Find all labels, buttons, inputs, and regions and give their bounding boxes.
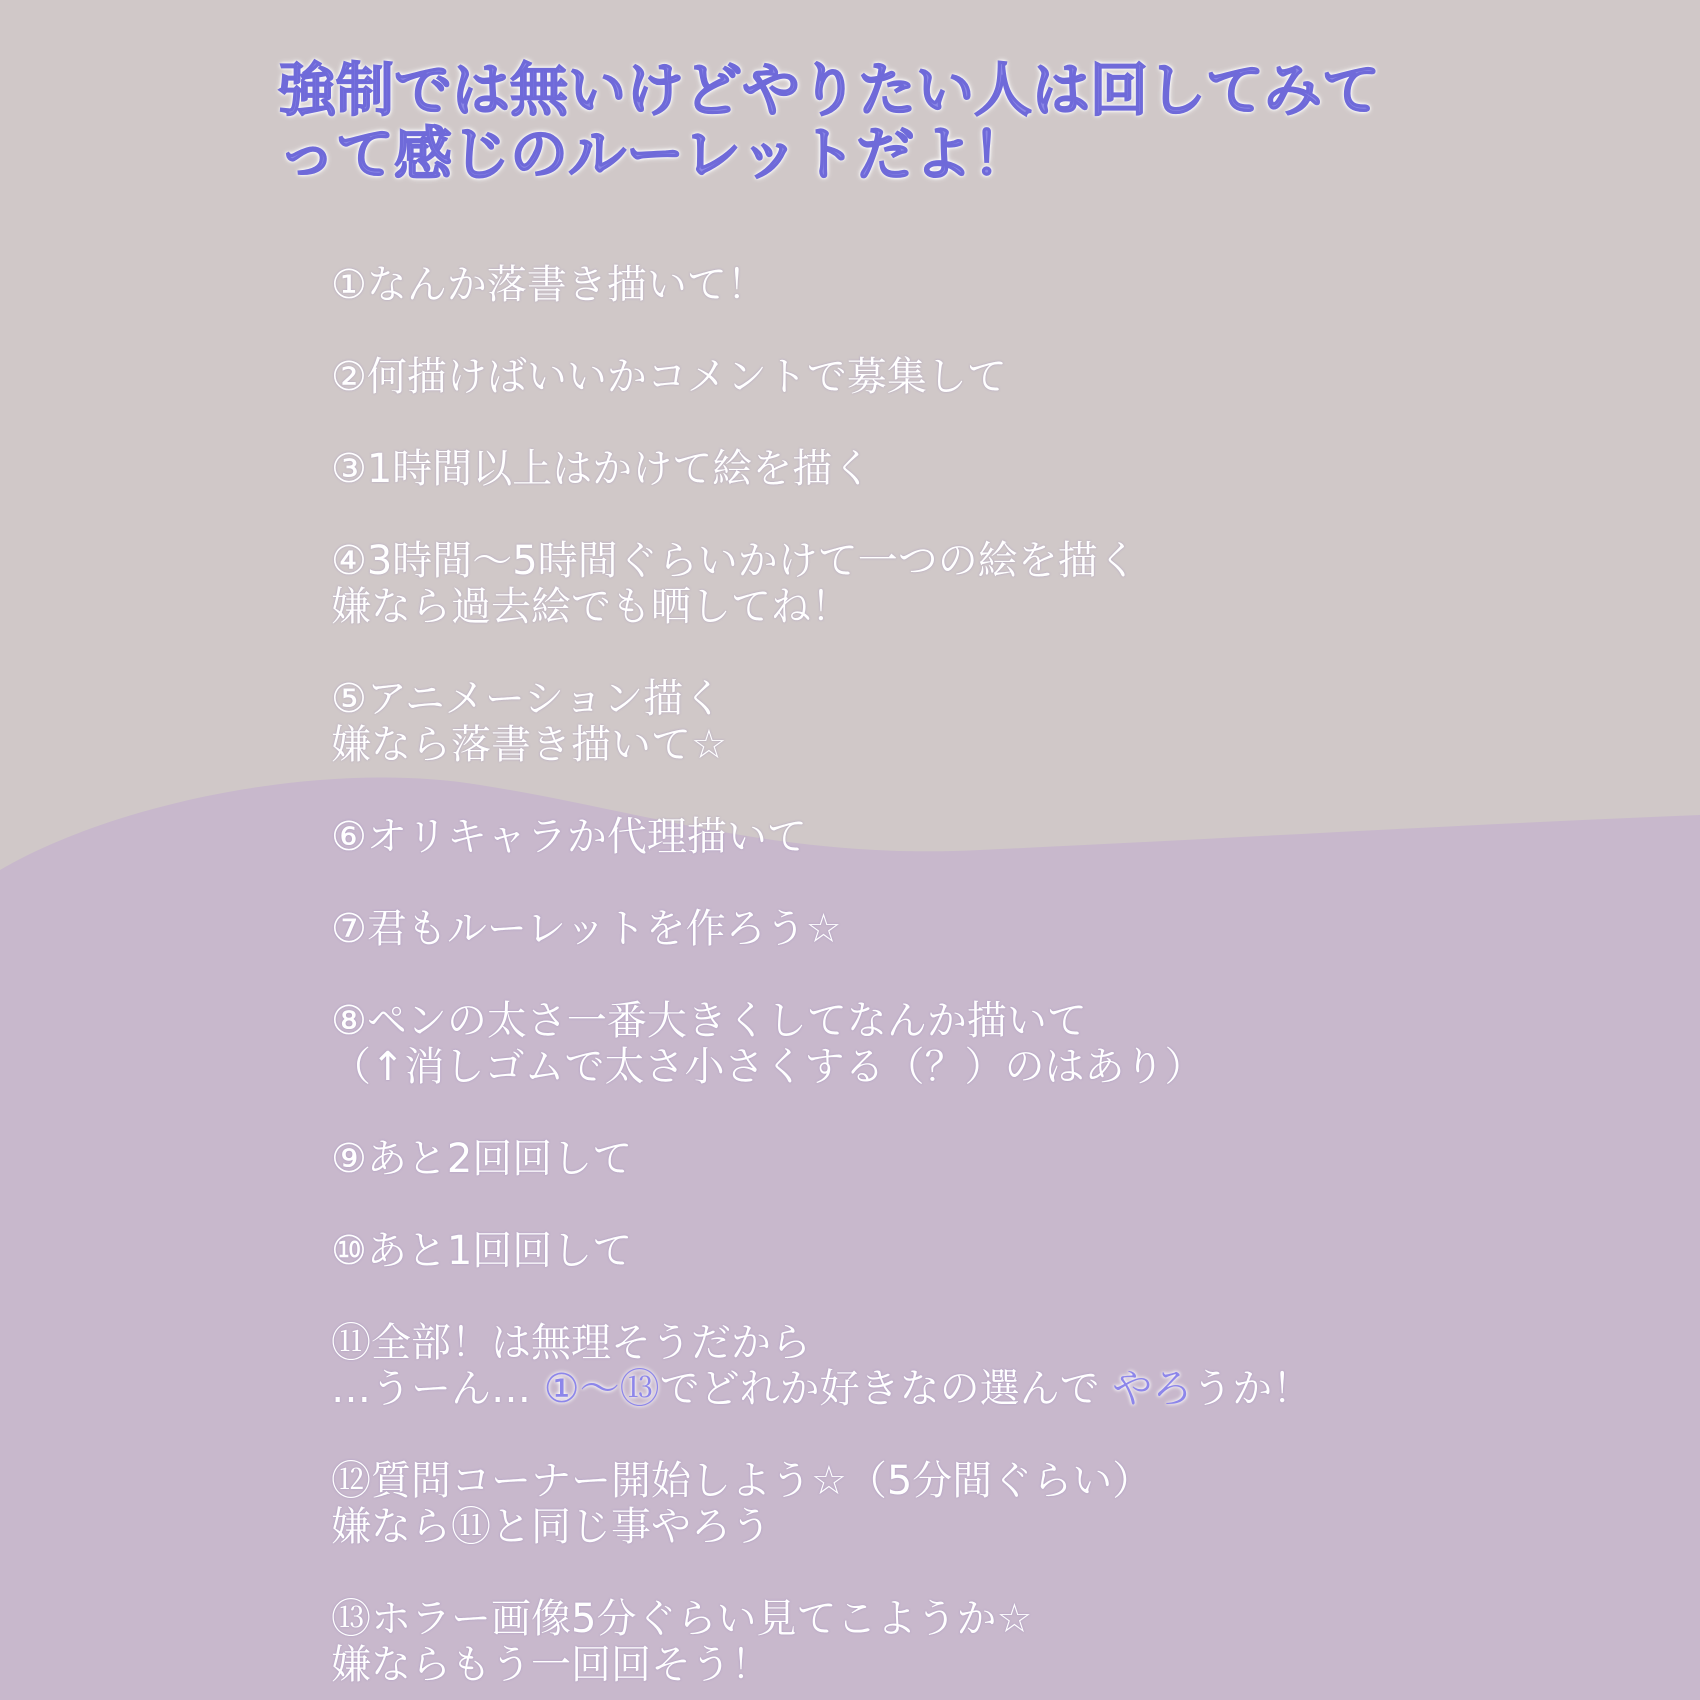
- page-title: [278, 58, 1478, 186]
- item-2-text: ②何描けばいいかコメントで募集して: [331, 354, 1007, 400]
- item-11-subtext-part: …うーん…: [331, 1366, 544, 1412]
- roulette-item-13: [331, 1596, 1651, 1688]
- item-11-subtext-part: でどれか好きなの選んで: [659, 1366, 1113, 1412]
- roulette-item-9: [331, 1136, 1651, 1182]
- spacer: [331, 1182, 1651, 1228]
- roulette-item-6: [331, 814, 1651, 860]
- item-12-subtext: 嫌なら⑪と同じ事やろう: [331, 1504, 771, 1550]
- spacer: [331, 1274, 1651, 1320]
- spacer: [331, 1090, 1651, 1136]
- item-11-subtext: [331, 1366, 1651, 1412]
- item-8-text: ⑧ペンの太さ一番大きくしてなんか描いて: [331, 998, 1087, 1044]
- spacer: [331, 630, 1651, 676]
- item-5-subtext: 嫌なら落書き描いて☆: [331, 722, 727, 768]
- spacer: [331, 1550, 1651, 1596]
- spacer: [331, 1412, 1651, 1458]
- item-3-text: ③1時間以上はかけて絵を描く: [331, 446, 873, 492]
- roulette-item-5: [331, 676, 1651, 768]
- roulette-item-1: [331, 262, 1651, 308]
- spacer: [331, 860, 1651, 906]
- item-4-subtext: 嫌なら過去絵でも晒してね！: [331, 584, 851, 630]
- item-4-text: ④3時間〜5時間ぐらいかけて一つの絵を描く: [331, 538, 1138, 584]
- item-6-text: ⑥オリキャラか代理描いて: [331, 814, 807, 860]
- roulette-list: [331, 262, 1651, 1688]
- title-line-2: って感じのルーレットだよ！: [278, 120, 1031, 188]
- roulette-item-3: [331, 446, 1651, 492]
- item-11-text: ⑪全部！は無理そうだから: [331, 1320, 811, 1366]
- item-11-verb-highlight: やろ: [1112, 1366, 1193, 1412]
- item-1-text: ①なんか落書き描いて！: [331, 262, 767, 308]
- roulette-item-11: [331, 1320, 1651, 1412]
- roulette-item-10: [331, 1228, 1651, 1274]
- roulette-item-4: [331, 538, 1651, 630]
- roulette-item-12: [331, 1458, 1651, 1550]
- item-5-text: ⑤アニメーション描く: [331, 676, 724, 722]
- spacer: [331, 400, 1651, 446]
- item-10-text: ⑩あと1回回して: [331, 1228, 633, 1274]
- item-7-text: ⑦君もルーレットを作ろう☆: [331, 906, 842, 952]
- item-8-subtext: （↑消しゴムで太さ小さくする（？）のはあり）: [331, 1044, 1205, 1090]
- roulette-item-2: [331, 354, 1651, 400]
- item-11-range-highlight: ①〜⑬: [543, 1366, 660, 1412]
- spacer: [331, 952, 1651, 998]
- spacer: [331, 308, 1651, 354]
- item-12-text: ⑫質問コーナー開始しよう☆（5分間ぐらい）: [331, 1458, 1153, 1504]
- item-11-subtext-part: うか！: [1192, 1366, 1313, 1412]
- spacer: [331, 492, 1651, 538]
- item-13-text: ⑬ホラー画像5分ぐらい見てこようか☆: [331, 1596, 1033, 1642]
- title-line-1: 強制では無いけどやりたい人は回してみて: [278, 56, 1381, 124]
- item-13-subtext: 嫌ならもう一回回そう！: [331, 1642, 771, 1688]
- spacer: [331, 768, 1651, 814]
- item-9-text: ⑨あと2回回して: [331, 1136, 633, 1182]
- roulette-item-7: [331, 906, 1651, 952]
- roulette-item-8: [331, 998, 1651, 1090]
